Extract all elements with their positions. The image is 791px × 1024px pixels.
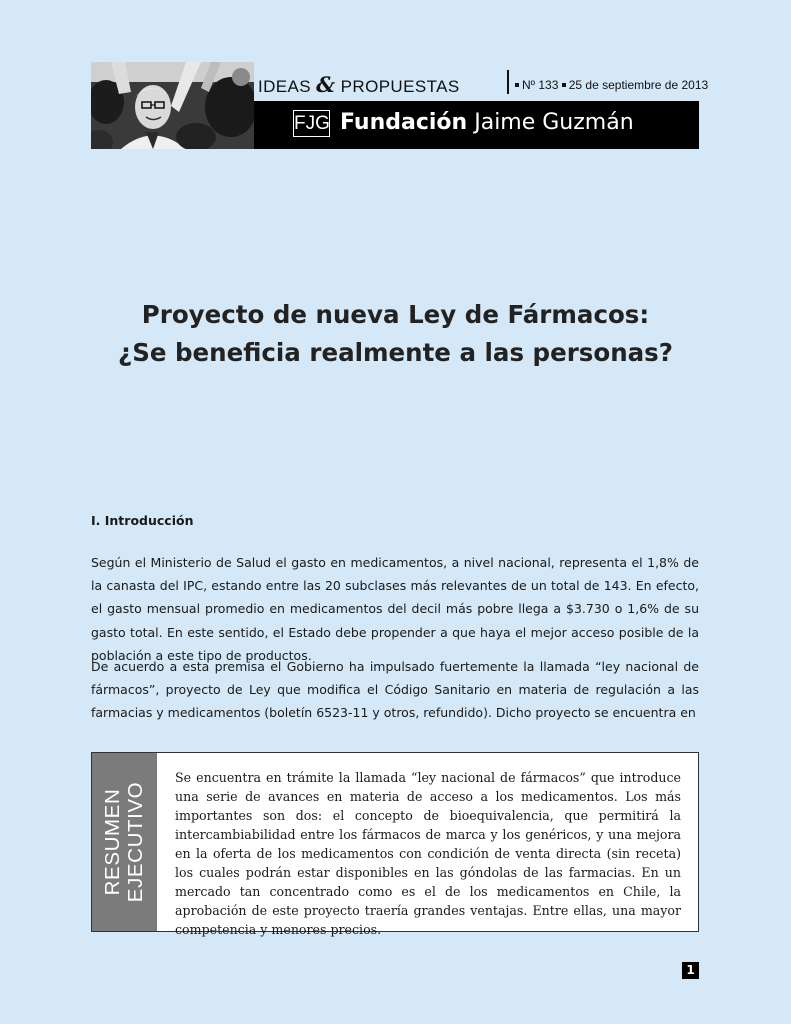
summary-label [101, 762, 147, 922]
summary-label-line-2: EJECUTIVO [124, 781, 147, 903]
summary-side-band [92, 753, 157, 931]
intro-paragraph-1: Según el Ministerio de Salud el gasto en medicamentos, a nivel nacional, representa el 1,8% de la canasta del IPC, estando entre las 20 subclases más relevantes de un total de 143. En efecto, el gasto mensual promedio en medicamentos del decil más pobre llega a $3.730 o 1,6% de su gasto total. En este sentido, el Estado debe propender a que haya el mejor acceso posible de la población a este tipo de productos. [91, 555, 699, 663]
series-divider [507, 70, 509, 94]
title-line-1: Proyecto de nueva Ley de Fármacos: [141, 300, 650, 329]
bullet-square-icon [562, 83, 566, 87]
crowd-photo-image [91, 62, 254, 149]
organization-bar [254, 101, 699, 149]
issue-info [515, 78, 708, 92]
issue-date: 25 de septiembre de 2013 [568, 78, 709, 92]
organization-name-jaime-guzman: Jaime Guzmán [474, 110, 634, 135]
series-name-ideas: IDEAS [258, 77, 312, 96]
summary-label-line-1: RESUMEN [101, 788, 124, 896]
document-title [0, 296, 791, 372]
organization-name-fundacion: Fundación [340, 110, 468, 135]
title-line-2: ¿Se beneficia realmente a las personas? [118, 338, 673, 367]
masthead [91, 62, 709, 149]
fjg-logo: FJG [293, 110, 330, 137]
summary-text: Se encuentra en trámite la llamada “ley nacional de fármacos” que introduce una serie de avances en materia de acceso a los medicamentos. Los más importantes son dos: el concepto de bioequivalencia, que permitirá la intercambiabilidad entre los fármacos de marca y los genéricos, y una mejora en la oferta de los medicamentos con condición de venta directa (sin receta) los cuales podrán estar disponibles en las góndolas de las farmacias. En un mercado tan concentrado como es el de los medicamentos en Chile, la aprobación de este proyecto traería grandes ventajas. Entre ellas, una mayor competencia y menores precios. [175, 770, 681, 937]
intro-paragraph-2: De acuerdo a esta premisa el Gobierno ha impulsado fuertemente la llamada “ley nacional de fármacos”, proyecto de Ley que modifica el Código Sanitario en materia de regulación a las farmacias y medicamentos (boletín 6523-11 y otros, refundido). Dicho proyecto se encuentra en [91, 659, 699, 721]
series-ampersand: & [316, 72, 336, 97]
series-name [258, 72, 460, 97]
page-number: 1 [682, 962, 699, 979]
header-photo [91, 62, 254, 149]
series-name-propuestas: PROPUESTAS [340, 77, 460, 96]
organization-name [340, 110, 634, 135]
executive-summary-box [91, 752, 699, 937]
bullet-square-icon [515, 83, 519, 87]
section-heading: I. Introducción [91, 513, 194, 528]
issue-number: Nº 133 [522, 78, 559, 92]
series-header [254, 62, 709, 100]
